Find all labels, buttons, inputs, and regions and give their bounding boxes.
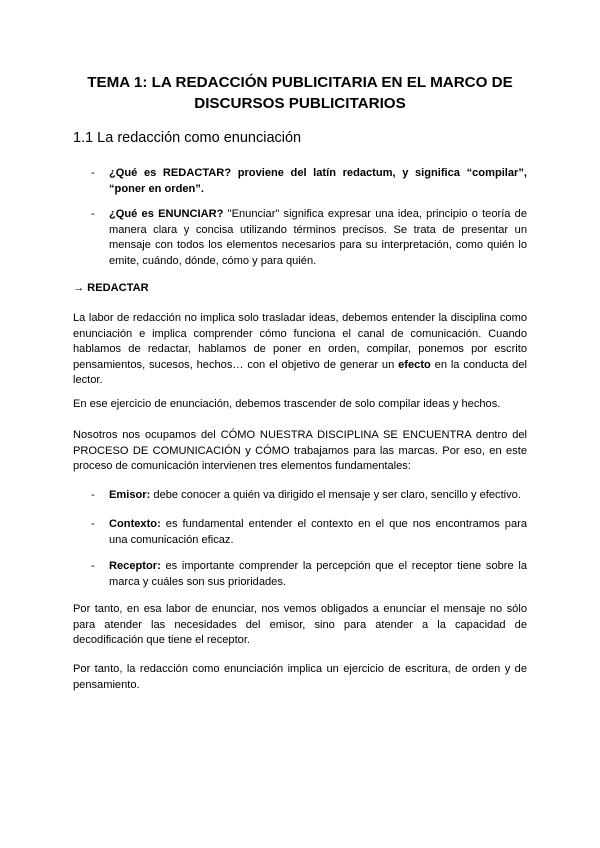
paragraph-labor-bold: efecto (398, 358, 431, 371)
bullet-dash: - (91, 208, 95, 220)
receptor-text: es importante comprender la percepción que el receptor tiene sobre la marca y cuáles son sus prioridades. (109, 560, 527, 588)
title-line-1: TEMA 1: LA REDACCIÓN PUBLICITARIA EN EL MARCO DE (87, 74, 513, 91)
emisor-text: debe conocer a quién va dirigido el mensaje y ser claro, sencillo y efectivo. (150, 489, 521, 501)
bullet-enunciar-text: "Enunciar" significa expresar una idea, principio o teoría de manera clara y concisa utilizando términos precisos. Se trata de presentar un mensaje con todos los elementos necesarios para su interpretación, como quién lo emite, cuándo, dónde, cómo y para quién. (109, 208, 528, 267)
bullet-redactar-text: ¿Qué es REDACTAR? proviene del latín redactum, y significa “compilar”, “poner en orden”. (109, 167, 527, 195)
paragraph-enunciar: Por tanto, en esa labor de enunciar, nos vemos obligados a enunciar el mensaje no sólo para atender las necesidades del emisor, sino para atender a la capacidad de decodificación que tiene el receptor. (73, 603, 527, 647)
bullet-dash: - (91, 489, 95, 501)
bullet-enunciar-question: ¿Qué es ENUNCIAR? (109, 208, 224, 220)
paragraph-labor-b: en la conducta del lector. (73, 358, 527, 387)
redactar-heading: → REDACTAR (73, 282, 149, 294)
contexto-text: es fundamental entender el contexto en el que nos encontramos para una comunicación eficaz. (109, 518, 527, 546)
section-heading: 1.1 La redacción como enunciación (73, 130, 302, 146)
document-title (73, 72, 527, 114)
paragraph-ejercicio: En ese ejercicio de enunciación, debemos trascender de solo compilar ideas y hechos. (73, 398, 501, 410)
title-line-2: DISCURSOS PUBLICITARIOS (194, 95, 406, 112)
paragraph-conclusion: Por tanto, la redacción como enunciación implica un ejercicio de escritura, de orden y de pensamiento. (73, 663, 527, 691)
bullet-dash: - (91, 518, 95, 530)
bullet-enunciar (91, 207, 527, 269)
contexto-label: Contexto: (109, 518, 161, 530)
paragraph-labor-a: La labor de redacción no implica solo trasladar ideas, debemos entender la disciplina como enunciación e implica comprender cómo funciona el canal de comunicación. Cuando hablamos de redactar, hablamos de poner en orden, compilar, ponemos por escrito pensamientos, sucesos, hechos… con el objetivo de generar un (73, 312, 527, 371)
bullet-dash: - (91, 560, 95, 572)
bullet-contexto (91, 517, 527, 548)
bullet-redactar (91, 166, 527, 197)
bullet-emisor (91, 488, 527, 504)
receptor-label: Receptor: (109, 560, 161, 572)
paragraph-labor (73, 311, 527, 389)
emisor-label: Emisor: (109, 489, 151, 501)
paragraph-nosotros: Nosotros nos ocupamos del CÓMO NUESTRA DISCIPLINA SE ENCUENTRA dentro del PROCESO DE COMUNICACIÓN y CÓMO trabajamos para las marcas. Por eso, en este proceso de comunicación intervienen tres elementos fundamentales: (73, 429, 527, 473)
bullet-receptor (91, 559, 527, 590)
bullet-dash: - (91, 167, 95, 179)
